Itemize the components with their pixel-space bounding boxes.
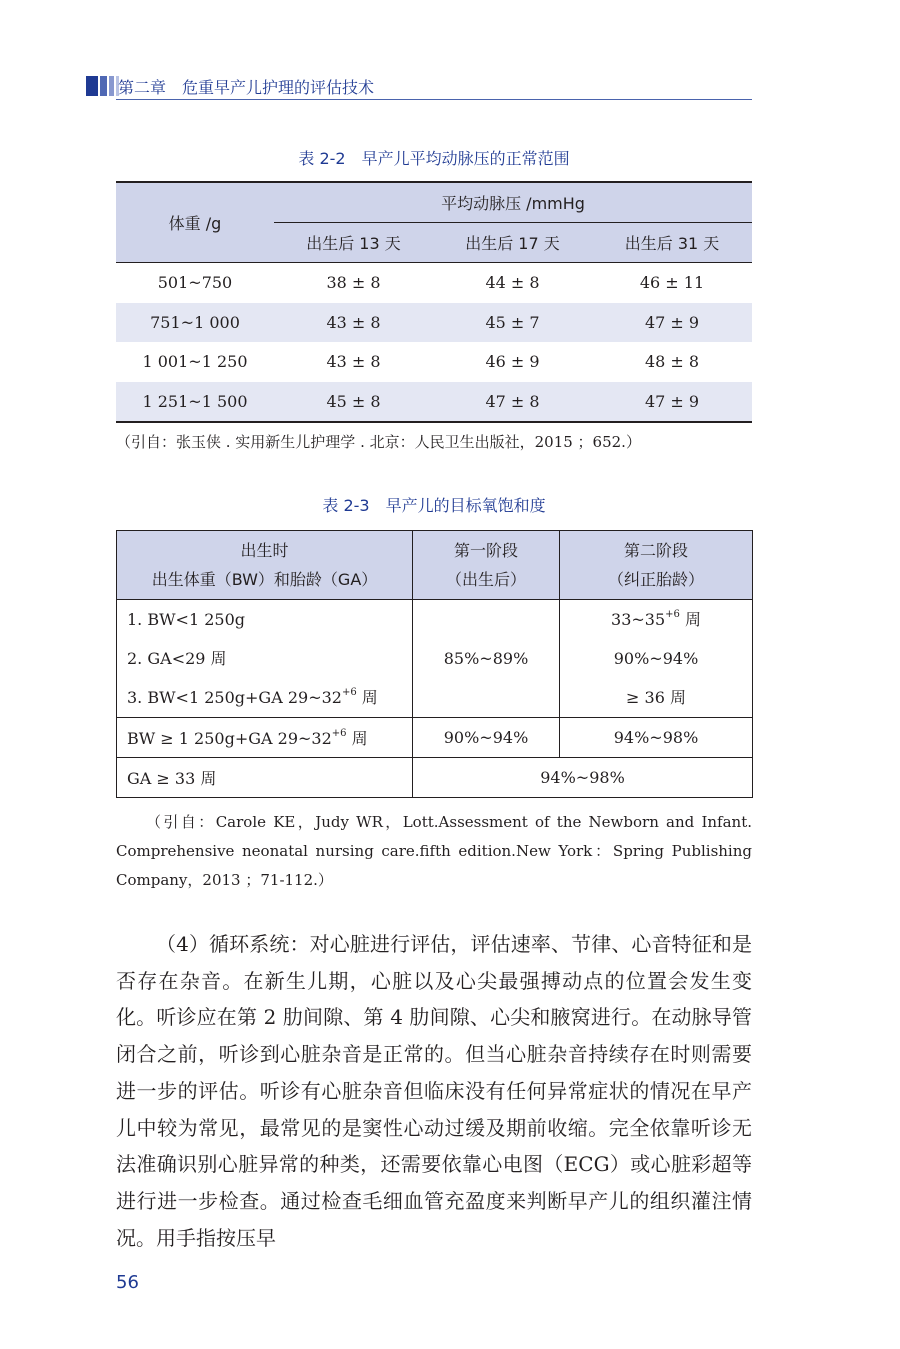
cell-criteria: GA ≥ 33 周 <box>117 758 413 798</box>
table-row <box>116 263 752 303</box>
cell-day31: 48 ± 8 <box>644 352 700 372</box>
header-day31: 出生后 31 天 <box>592 223 752 263</box>
table-row <box>116 382 752 423</box>
table-row <box>117 600 753 718</box>
table-row <box>116 342 752 382</box>
cell-day31: 47 ± 9 <box>592 382 752 423</box>
table-row <box>117 758 753 798</box>
cell-weight: 1 001~1 250 <box>142 352 248 372</box>
running-header <box>86 74 752 102</box>
header-day13: 出生后 13 天 <box>274 223 433 263</box>
cell-criteria-group: 1. BW<1 250g 2. GA<29 周 3. BW<1 250g+GA $29\sim 32^{+6}$ 周 <box>117 600 413 718</box>
cell-weight: 501~750 <box>157 273 233 293</box>
cell-stage2-group: $33\sim 35^{+6}$ 周 90%~94% ≥ 36 周 <box>560 600 753 718</box>
header-map-group: 平均动脉压 /mmHg <box>274 182 752 223</box>
cell-day17: 45 ± 7 <box>433 303 592 343</box>
cell-day13: 38 ± 8 <box>326 273 381 293</box>
cell-day17: 44 ± 8 <box>485 273 540 293</box>
header-birth-weight-ga: 出生时 出生体重（BW）和胎龄（GA） <box>117 531 413 600</box>
cell-day13: 43 ± 8 <box>274 303 433 343</box>
cell-stage1: 90%~94% <box>413 718 560 758</box>
cell-day31: 46 ± 11 <box>639 273 705 293</box>
header-stage1: 第一阶段 （出生后） <box>413 531 560 600</box>
cell-weight: 1 251~1 500 <box>116 382 274 423</box>
table-row <box>116 303 752 343</box>
page-number: 56 <box>116 1272 139 1293</box>
table-mean-arterial-pressure <box>116 181 752 423</box>
table-target-oxygen-saturation <box>116 530 753 798</box>
cell-day17: 46 ± 9 <box>485 352 540 372</box>
cell-stages-merged: 94%~98% <box>413 758 753 798</box>
chapter-title: 第二章 危重早产儿护理的评估技术 <box>118 78 375 97</box>
header-stage2: 第二阶段 （纠正胎龄） <box>560 531 753 600</box>
cell-day13: 45 ± 8 <box>274 382 433 423</box>
cell-criteria: BW ≥ 1 250g+GA $29\sim 32^{+6}$ 周 <box>117 718 413 758</box>
header-decoration-bars <box>86 76 121 96</box>
cell-day31: 47 ± 9 <box>592 303 752 343</box>
header-day17: 出生后 17 天 <box>433 223 592 263</box>
table2-caption: 表 2-3 早产儿的目标氧饱和度 <box>322 496 546 515</box>
table1-citation: （引自：张玉侠 . 实用新生儿护理学 . 北京：人民卫生出版社，2015 ；652.） <box>116 433 641 451</box>
cell-stage1: 85%~89% <box>413 600 560 718</box>
header-rule <box>116 99 752 100</box>
cell-stage2: 94%~98% <box>560 718 753 758</box>
cell-weight: 751~1 000 <box>116 303 274 343</box>
header-weight: 体重 /g <box>116 182 274 263</box>
cell-day13: 43 ± 8 <box>326 352 381 372</box>
table-row <box>117 718 753 758</box>
table1-caption: 表 2-2 早产儿平均动脉压的正常范围 <box>298 149 570 168</box>
body-paragraph: （4）循环系统：对心脏进行评估，评估速率、节律、心音特征和是否存在杂音。在新生儿期，心脏以及心尖最强搏动点的位置会发生变化。听诊应在第 2 肋间隙、第 4 肋间隙、心尖和腋窝进行。在动脉导管闭合之前，听诊到心脏杂音是正常的。但当心脏杂音持续存在时则需要进一步的评估。听诊有心脏杂音但临床没有任何异常症状的情况在早产儿中较为常见，最常见的是窦性心动过缓及期前收缩。完全依靠听诊无法准确识别心脏异常的种类，还需要依靠心电图（ECG）或心脏彩超等进行进一步检查。通过检查毛细血管充盈度来判断早产儿的组织灌注情况。用手指按压早 <box>116 932 752 1250</box>
cell-day17: 47 ± 8 <box>433 382 592 423</box>
table2-citation: （引自：Carole KE，Judy WR，Lott.Assessment of the Newborn and Infant. Comprehensive neonatal nursing care.fifth edition.New York：Spring Publishing Company，2013 ；71-112.） <box>116 813 752 889</box>
